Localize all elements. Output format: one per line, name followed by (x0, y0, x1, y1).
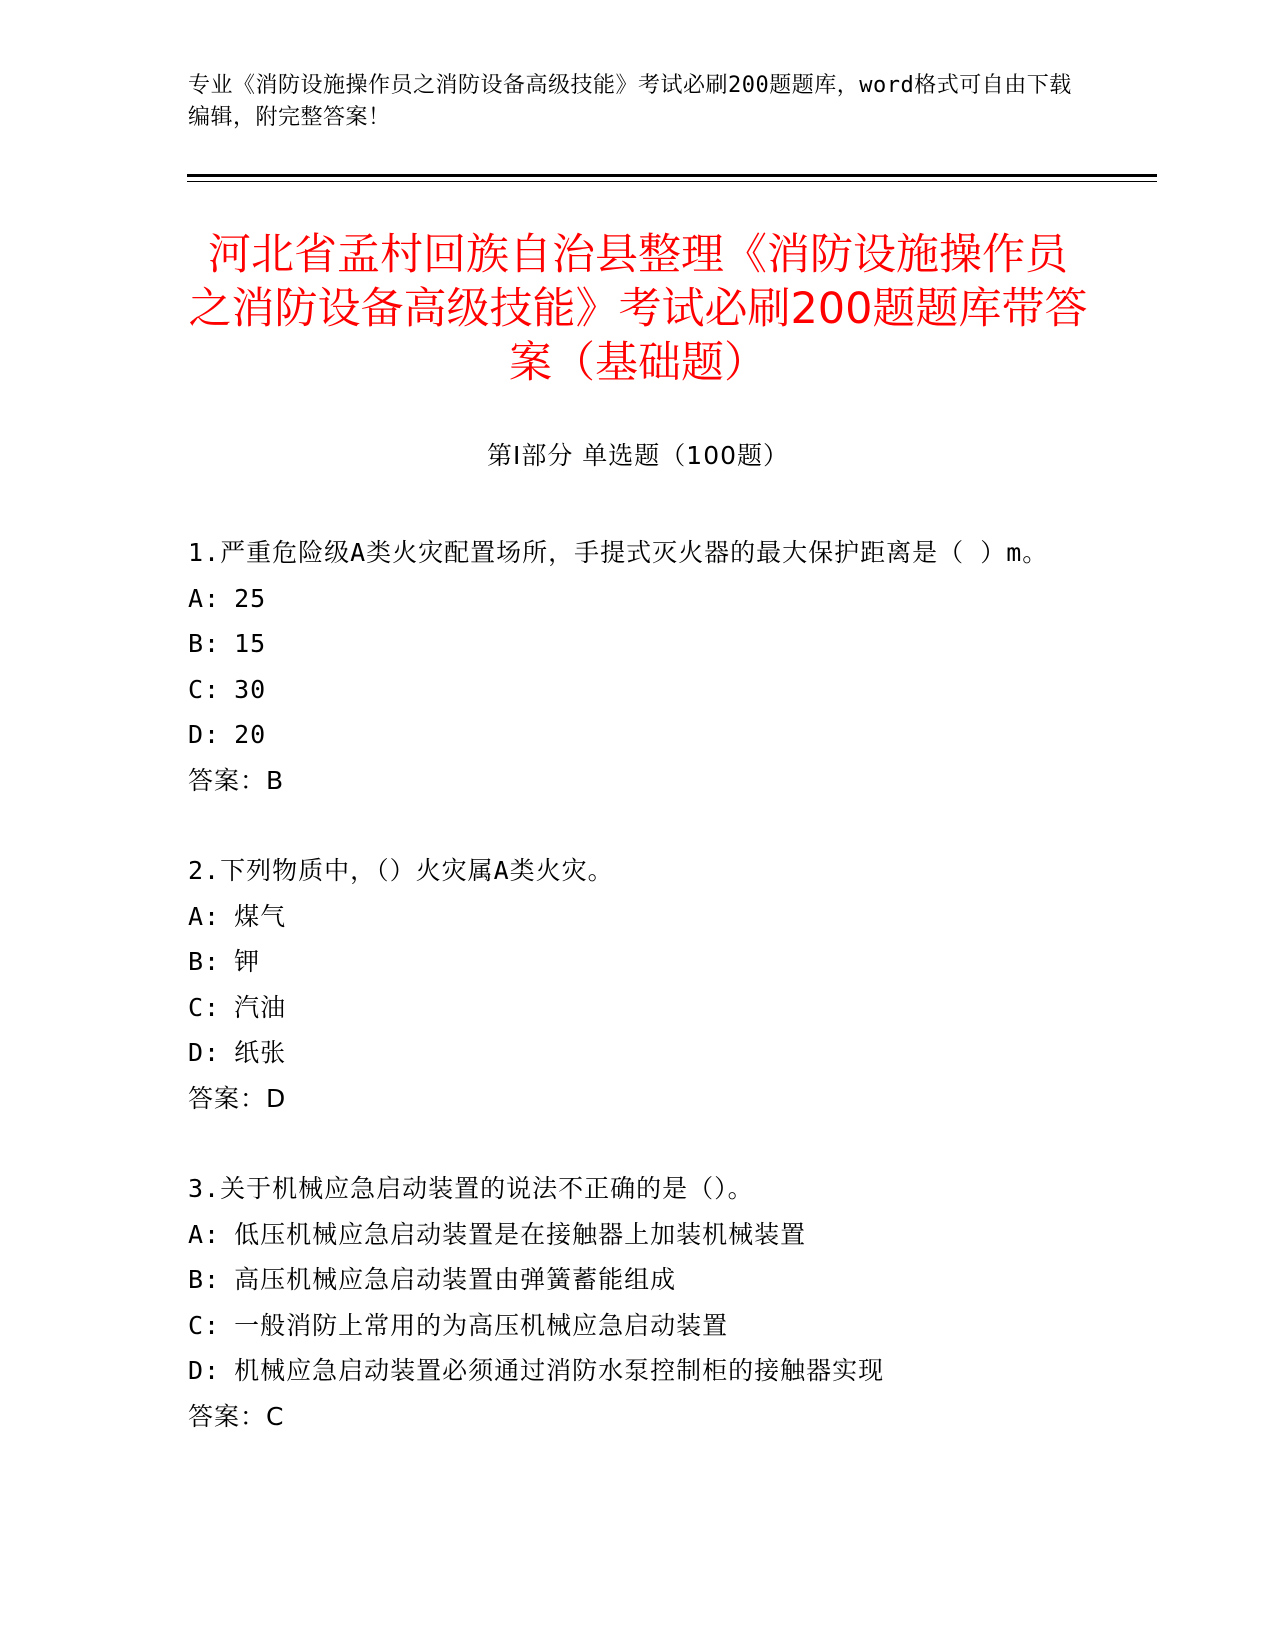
question-stem: 1.严重危险级A类火灾配置场所，手提式灭火器的最大保护距离是（ ）m。 (188, 538, 1049, 567)
option-label: D: (188, 1038, 221, 1067)
question-stem: 3.关于机械应急启动装置的说法不正确的是（）。 (188, 1174, 754, 1203)
section-heading: 第Ⅰ部分 单选题（100题） (486, 441, 790, 470)
option-text: 低压机械应急启动装置是在接触器上加装机械装置 (234, 1219, 807, 1249)
question-1 (188, 530, 1068, 803)
option-text: 机械应急启动装置必须通过消防水泵控制柜的接触器实现 (234, 1356, 885, 1385)
question-2 (188, 848, 1068, 1121)
header-rule-thin (187, 181, 1157, 182)
document-title: 河北省孟村回族自治县整理《消防设施操作员之消防设备高级技能》考试必刷200题题库带答案（基础题） (188, 230, 1088, 388)
option-text: 15 (234, 629, 267, 658)
question-3 (188, 1166, 1068, 1439)
option-label: A: (188, 1219, 221, 1249)
option-b (188, 1257, 1068, 1303)
answer-text: 答案：B (188, 765, 285, 795)
header-rule-thick (187, 174, 1157, 177)
option-a (188, 894, 1068, 940)
question-stem: 2.下列物质中，（）火灾属A类火灾。 (188, 856, 614, 885)
option-text: 高压机械应急启动装置由弹簧蓄能组成 (234, 1265, 677, 1294)
option-label: C: (188, 992, 221, 1022)
answer-text: 答案：C (188, 1401, 285, 1431)
option-label: B: (188, 947, 221, 976)
option-label: B: (188, 629, 221, 658)
option-label: D: (188, 1356, 221, 1385)
option-label: B: (188, 1265, 221, 1294)
header-note: 专业《消防设施操作员之消防设备高级技能》考试必刷200题题库，word格式可自由下载编辑，附完整答案！ (188, 73, 1072, 130)
option-c (188, 1303, 1068, 1349)
option-text: 一般消防上常用的为高压机械应急启动装置 (234, 1310, 729, 1340)
option-text: 纸张 (234, 1038, 287, 1067)
question-list (188, 530, 1068, 1484)
option-label: C: (188, 674, 221, 704)
option-a (188, 1212, 1068, 1258)
option-c (188, 667, 1068, 713)
option-d (188, 712, 1068, 758)
option-c (188, 985, 1068, 1031)
option-a (188, 576, 1068, 622)
option-b (188, 939, 1068, 985)
option-text: 钾 (234, 947, 261, 976)
option-d (188, 1348, 1068, 1394)
option-label: C: (188, 1310, 221, 1340)
option-text: 汽油 (234, 992, 287, 1022)
option-text: 20 (234, 720, 267, 749)
option-label: D: (188, 720, 221, 749)
option-label: A: (188, 901, 221, 931)
option-d (188, 1030, 1068, 1076)
option-text: 30 (234, 674, 267, 704)
option-text: 煤气 (234, 901, 287, 931)
option-b (188, 621, 1068, 667)
option-text: 25 (234, 583, 267, 613)
option-label: A: (188, 583, 221, 613)
answer-text: 答案：D (188, 1083, 287, 1113)
